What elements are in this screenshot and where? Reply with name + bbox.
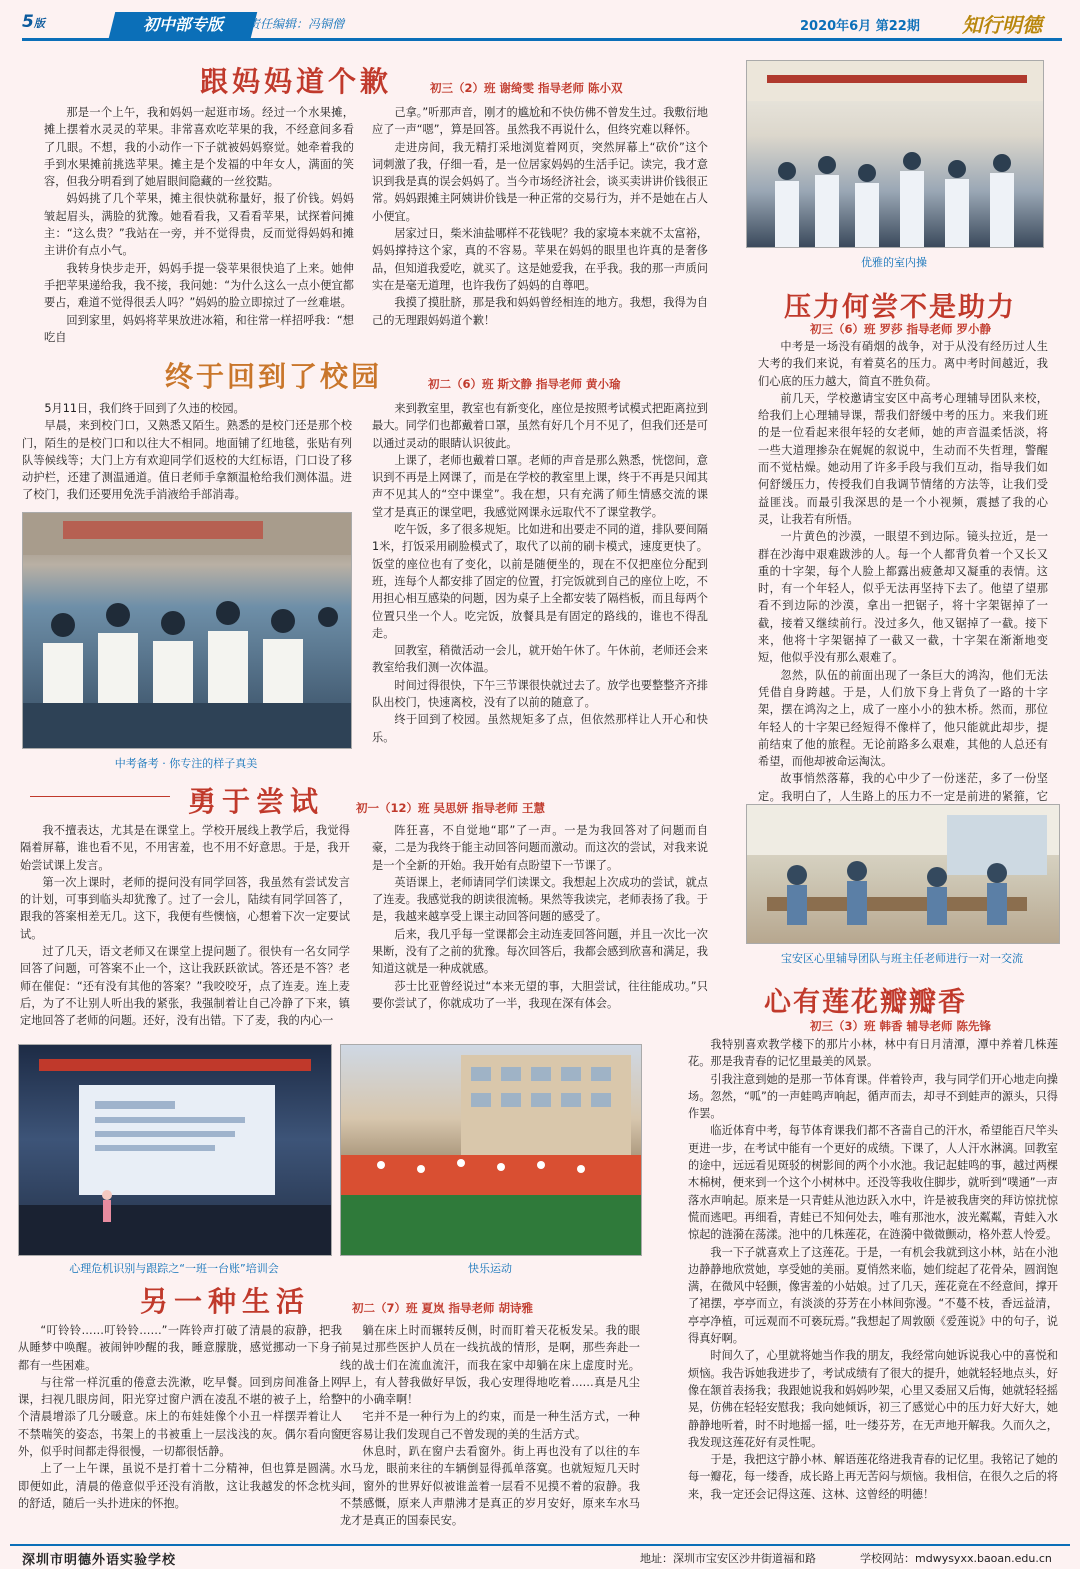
- photo-sports-field: [340, 1044, 642, 1256]
- article-byline: 初三（2）班 谢绮雯 指导老师 陈小双: [430, 81, 623, 95]
- article-title: 另一种生活: [140, 1285, 311, 1318]
- footer-rule: [10, 1544, 1070, 1546]
- page-number: 5版: [22, 12, 45, 32]
- photo-caption: 心理危机识别与跟踪之“一班一台账”培训会: [69, 1262, 279, 1275]
- article-title: 跟妈妈道个歉: [200, 65, 393, 98]
- article-byline: 初三（6）班 罗莎 指导老师 罗小静: [810, 322, 992, 336]
- photo-illustration: [341, 1045, 641, 1255]
- article-title: 终于回到了校园: [165, 360, 383, 393]
- photo-caption: 宝安区心里辅导团队与班主任老师进行一对一交流: [781, 952, 1023, 965]
- title-rule: [30, 796, 170, 797]
- photo-caption: 优雅的室内操: [861, 256, 927, 269]
- school-address: 地址：深圳市宝安区沙井街道福和路: [640, 1552, 816, 1565]
- article-column: 躺在床上时而辗转反侧，时而盯着天花板发呆。我的眼前晃过那些医护人员在一线抗战的情形，是啊，那些奔赴一线的战士们在流血流汗，而我在家中却躺在床上虚度时光。早上，有人替我做好早饭，我心安理得地吃着……真是凡尘中的小确幸啊！ 宅并不是一种行为上的约束，而是一种生活方式，一种更容易让我们发现自己不曾发现的美的生活方式。 休息时，趴在窗户去看窗外。街上再也没有了以往的车水马龙，眼前来往的车辆倒显得孤单落寞。也就短短几天时间，窗外的世界好似被谁盖着一层看不见摸不着的寂静。我不禁感慨，原来人声鼎沸才是真正的岁月安好，原来车水马龙才是真正的国泰民安。: [340, 1324, 640, 1528]
- article-column: 我不擅表达，尤其是在课堂上。学校开展线上教学后，我觉得隔着屏幕，谁也看不见，不用害羞，也不用不好意思。于是，我开始尝试课上发言。 第一次上课时，老师的提问没有同学回答，我虽然有尝试发言的计划，可事到临头却犹豫了。过了一会儿，陆续有同学回答了，跟我的答案相差无几。这下，我便有些懊恼，心想着下次一定要试试。 过了几天，语文老师又在课堂上提问题了。很快有一名女同学回答了问题，可答案不止一个，这让我跃跃欲试。答还是不答？老师在催促：“还有没有其他的答案？”我咬咬牙，点了连麦。连上麦后，为了不让别人听出我的紧张，我强制着让自己冷静了下来，镇定地回答了老师的问题。还好，没有出错。下了麦，我的内心一: [20, 824, 350, 1028]
- article-column: 中考是一场没有硝烟的战争，对于从没有经历过人生大考的我们来说，有着莫名的压力。离中考时间越近，我们心底的压力越大，简直不胜负荷。 前几天，学校邀请宝安区中高考心理辅导团队来校，给我们上心理辅导课，帮我们舒缓中考的压力。来我们班的是一位看起来很年轻的女老师，她的声音温柔恬淡，将一些大道理掺杂在娓娓的叙说中，生动而不失哲理，警醒而不觉枯燥。她动用了许多手段与我们互动，指导我们如何舒缓压力，传授我们自我调节情绪的方法等，让我们受益匪浅。而最引我深思的是一个小视频，震撼了我的心灵，让我若有所悟。 一片黄色的沙漠，一眼望不到边际。镜头拉近，是一群在沙海中艰难跋涉的人。每一个人都背负着一个又长又重的十字架，每个人脸上都露出疲惫却又凝重的表情。这时，有一个年轻人，似乎无法再坚持下去了。他望了望那看不到边际的沙漠，拿出一把锯子，将十字架锯掉了一截，接着又继续前行。没过多久，他又锯掉了一截。接下来，他将十字架锯掉了一截又一截，十字架在渐渐地变短，他似乎没有那么艰难了。 忽然，队伍的前面出现了一条巨大的鸿沟，他们无法凭借自身跨越。于是，人们放下身上背负了一路的十字架，摆在鸿沟之上，成了一座小小的独木桥。然而，那位年轻人的十字架已经短得不像样了，他只能就此却步，提前结束了他的旅程。无论前路多么艰难，其他的人总还有希望，而他却被命运淘汰。 故事悄然落幕，我的心中少了一份迷茫，多了一份坚定。我明白了，人生路上的压力不一定是前进的紧箍，它: [758, 340, 1048, 803]
- masthead: 知行明德: [962, 13, 1042, 37]
- article-byline: 初一（12）班 吴思妍 指导老师 王慧: [356, 801, 546, 815]
- article-column: 5月11日，我们终于回到了久违的校园。 早晨，来到校门口，又熟悉又陌生。熟悉的是校门还是那个校门，陌生的是校门口和以往大不相同。地面铺了红地毯，张贴有列队等候线等；大门上方有欢迎同学们返校的大红标语，门口设了移动护栏，还建了测温通道。值日老师手拿额温枪给我们测体温。进了校门，我们还要用免洗手消液给手部消毒。: [22, 402, 352, 502]
- article-column: 我特别喜欢教学楼下的那片小林，林中有日月清潭，潭中养着几株莲花。那是我青春的记忆里最美的风景。 引我注意到她的是那一节体育课。伴着铃声，我与同学们开心地走向操场。忽然，“呱”的一声蛙鸣声响起，循声而去，却寻不到蛙声的源头，只得作罢。 临近体育中考，每节体育课我们都不吝啬自己的汗水，希望能百尺竿头更进一步，在考试中能有一个更好的成绩。下课了，人人汗水淋漓。回教室的途中，远远看见斑驳的树影间的两个小水池。我记起蛙鸣的事，越过两棵木棉树，便来到一个这个小树林中。还没等我收住脚步，就听到“噗通”一声落水声响起。原来是一只青蛙从池边跃入水中，许是被我唐突的拜访惊扰惊慌而逃吧。再细看，青蛙已不知何处去，唯有那池水，波光粼粼，青蛙入水惊起的涟漪在荡漾。池中的几株莲花，在涟漪中微微颤动，格外惹人怜爱。 我一下子就喜欢上了这莲花。于是，一有机会我就到这小林，站在小池边静静地欣赏她，享受她的美丽。夏悄然来临，她们绽起了花骨朵，圆润饱满，在微风中轻颤，像害羞的小姑娘。过了几天，莲花竟在不经意间，撑开了裙摆，亭亭而立，有淡淡的芬芳在小林间弥漫。“不蔓不枝，香远益清，亭亭净植，可远观而不可亵玩焉。”我想起了周敦颐《爱莲说》中的句子，说得真好啊。 时间久了，心里就将她当作我的朋友，我经常向她诉说我心中的喜悦和烦恼。我告诉她我进步了，考试成绩有了很大的提升，她就轻轻地点头，好像在颔首表扬我；我跟她说我和妈妈吵架，心里又委屈又后悔，她就轻轻摇晃，仿佛在轻轻安慰我；我向她倾诉，初三了感觉心中的压力好大好大，她静静地听着，时不时地摇一摇，吐一缕芬芳，在无声地开解我。久而久之，我发现这莲花好有灵性呢。 于是，我把这宁静小林、解语莲花络进我青春的记忆里。我铭记了她的每一瓣花，每一缕香，成长路上再无苦闷与烦恼。我相信，在很久之后的将来，我一定还会记得这莲、这林、这曾经的明德！: [688, 1038, 1058, 1501]
- photo-training-meeting: [18, 1044, 332, 1256]
- article-title: 心有莲花瓣瓣香: [764, 987, 967, 1018]
- photo-illustration: [19, 1045, 331, 1255]
- page-header: [0, 0, 1080, 40]
- photo-indoor-exercise: [746, 60, 1044, 248]
- photo-counseling-session: [746, 804, 1060, 944]
- article-title: 勇于尝试: [188, 785, 325, 818]
- article-byline: 初二（6）班 斯文静 指导老师 黄小瑜: [428, 377, 621, 391]
- article-column: 来到教室里，教室也有新变化，座位是按照考试模式把距离拉到最大。同学们也都戴着口罩，虽然有好几个月不见了，但我们还是可以通过灵动的眼睛认识彼此。 上课了，老师也戴着口罩。老师的声音是那么熟悉，恍惚间，意识到不再是上网课了，而是在学校的教室里上课，终于不再是只闻其声不见其人的“空中课堂”。我在想，只有充满了师生情感交流的课堂才是真正的课堂吧，我感觉网课永远取代不了课堂教学。 吃午饭，多了很多规矩。比如进和出要走不同的道，排队要间隔1米，打饭采用刷脸模式了，取代了以前的刷卡模式，速度更快了。饭堂的座位也有了变化，以前是随便坐的，现在不仅把座位分配到班，连每个人都安排了固定的位置，打完饭就到自己的座位上吃，不用担心相互感染的问题，因为桌子上全都安装了隔档板，而且每两个位置只坐一个人。吃完饭，放餐具是有固定的路线的，谁也不得乱走。 回教室，稍微活动一会儿，就开始午休了。午休前，老师还会来教室给我们测一次体温。 时间过得很快，下午三节课很快就过去了。放学也要整整齐齐排队出校门，快速离校，没有了以前的随意了。 终于回到了校园。虽然规矩多了点，但依然那样让人开心和快乐。: [372, 402, 708, 744]
- header-rule: [22, 38, 1062, 41]
- photo-illustration: [747, 61, 1043, 247]
- photo-illustration: [747, 805, 1059, 943]
- article-column: 己拿。”听那声音，刚才的尴尬和不快仿佛不曾发生过。我敷衍地应了一声“嗯”，算是回答。虽然我不再说什么，但终究难以释怀。 走进房间，我无精打采地浏览着网页，突然屏幕上“砍价”这个词刺激了我，仔细一看，是一位居家妈妈的生活手记。读完，我才意识到我是真的误会妈妈了。当今市场经济社会，谈买卖讲讲价钱很正常。妈妈跟摊主阿姨讲价钱是一种正常的交易行为，并不是她在占人小便宜。 居家过日，柴米油盐哪样不花钱呢？我的家境本来就不太富裕，妈妈撑持这个家，真的不容易。苹果在妈妈的眼里也许真的是奢侈品，但知道我爱吃，就买了。这是她爱我，在乎我。我的那一声质问实在是毫无道理，也许我伤了妈妈的自尊吧。 我摸了摸肚脐，那是我和妈妈曾经相连的地方。我想，我得为自己的无理跟妈妈道个歉！: [372, 106, 708, 327]
- photo-caption: 快乐运动: [468, 1262, 512, 1275]
- school-name: 深圳市明德外语实验学校: [22, 1553, 177, 1568]
- photo-illustration: [23, 513, 351, 748]
- section-band: 初中部专版: [109, 12, 257, 38]
- school-website-link[interactable]: 学校网站：mdwysyxx.baoan.edu.cn: [860, 1552, 1052, 1565]
- issue-date: 2020年6月 第22期: [800, 19, 920, 34]
- photo-classroom-study: [22, 512, 352, 749]
- article-byline: 初二（7）班 夏岚 指导老师 胡诗雅: [352, 1301, 534, 1315]
- editor-credit: 责任编辑：冯铜僧: [248, 17, 345, 31]
- article-column: “叮铃铃……叮铃铃……”一阵铃声打破了清晨的寂静，把我从睡梦中唤醒。被闹钟吵醒的我，睡意朦胧，感觉挪动一下身子都有一些困难。 与往常一样沉重的倦意去洗漱，吃早餐。回到房间准备上网课，扫视几眼房间，阳光穿过窗户洒在凌乱不堪的被子上，给整个清晨增添了几分暖意。床上的布娃娃像个小丑一样摆弄着让人不禁喘笑的姿态，书架上的书被重上一层浅浅的灰。偶尔看向窗外，似乎时间都走得很慢，一切都很恬静。 上了一上午课，虽说不是打着十二分精神，但也算是圆满。即便如此，清晨的倦意似乎还没有消散，这让我越发的怀念枕头的舒适，随后一头扑进床的怀抱。: [18, 1324, 342, 1510]
- article-byline: 初三（3）班 韩香 辅导老师 陈先锋: [810, 1019, 992, 1033]
- article-column: 阵狂喜，不自觉地“耶”了一声。一是为我回答对了问题而自豪，二是为我终于能主动回答问题而激动。而这次的尝试，对我来说是一个全新的开始。我开始有点盼望下一节课了。 英语课上，老师请同学们读课文。我想起上次成功的尝试，就点了连麦。我感觉我的朗读很流畅。果然等我读完，老师表扬了我。于是，我越来越享受上课主动回答问题的感受了。 后来，我几乎每一堂课都会主动连麦回答问题，并且一次比一次果断，没有了之前的犹豫。每次回答后，我都会感到欣喜和满足，我知道这就是一种成就感。 莎士比亚曾经说过“本来无望的事，大胆尝试，往往能成功。”只要你尝试了，你就成功了一半，我现在深有体会。: [372, 824, 708, 1010]
- page-footer: [0, 1544, 1080, 1569]
- article-column: 那是一个上午，我和妈妈一起逛市场。经过一个水果摊，摊上摆着水灵灵的苹果。非常喜欢吃苹果的我，不经意间多看了几眼。不想，我的小动作一下子就被妈妈察觉。她牵着我的手到水果摊前挑选苹果。摊主是个发福的中年女人，满面的笑容，但我分明看到了她眉眼间隐藏的一丝狡黠。 妈妈挑了几个苹果，摊主很快就称量好，报了价钱。妈妈皱起眉头，满脸的犹豫。她看看我，又看看苹果，试探着问摊主：“这么贵？”我站在一旁，并不觉得贵，反而觉得妈妈和摊主讲价有点小气。 我转身快步走开，妈妈手提一袋苹果很快追了上来。她伸手把苹果递给我，我不接，我问她：“为什么这么一点小便宜都要占，难道不觉得很丢人吗？”妈妈的脸立即掠过了一丝难堪。 回到家里，妈妈将苹果放进冰箱，和往常一样招呼我：“想吃自: [44, 106, 354, 344]
- photo-caption: 中考备考 · 你专注的样子真美: [114, 757, 258, 770]
- article-title: 压力何尝不是助力: [784, 292, 1016, 323]
